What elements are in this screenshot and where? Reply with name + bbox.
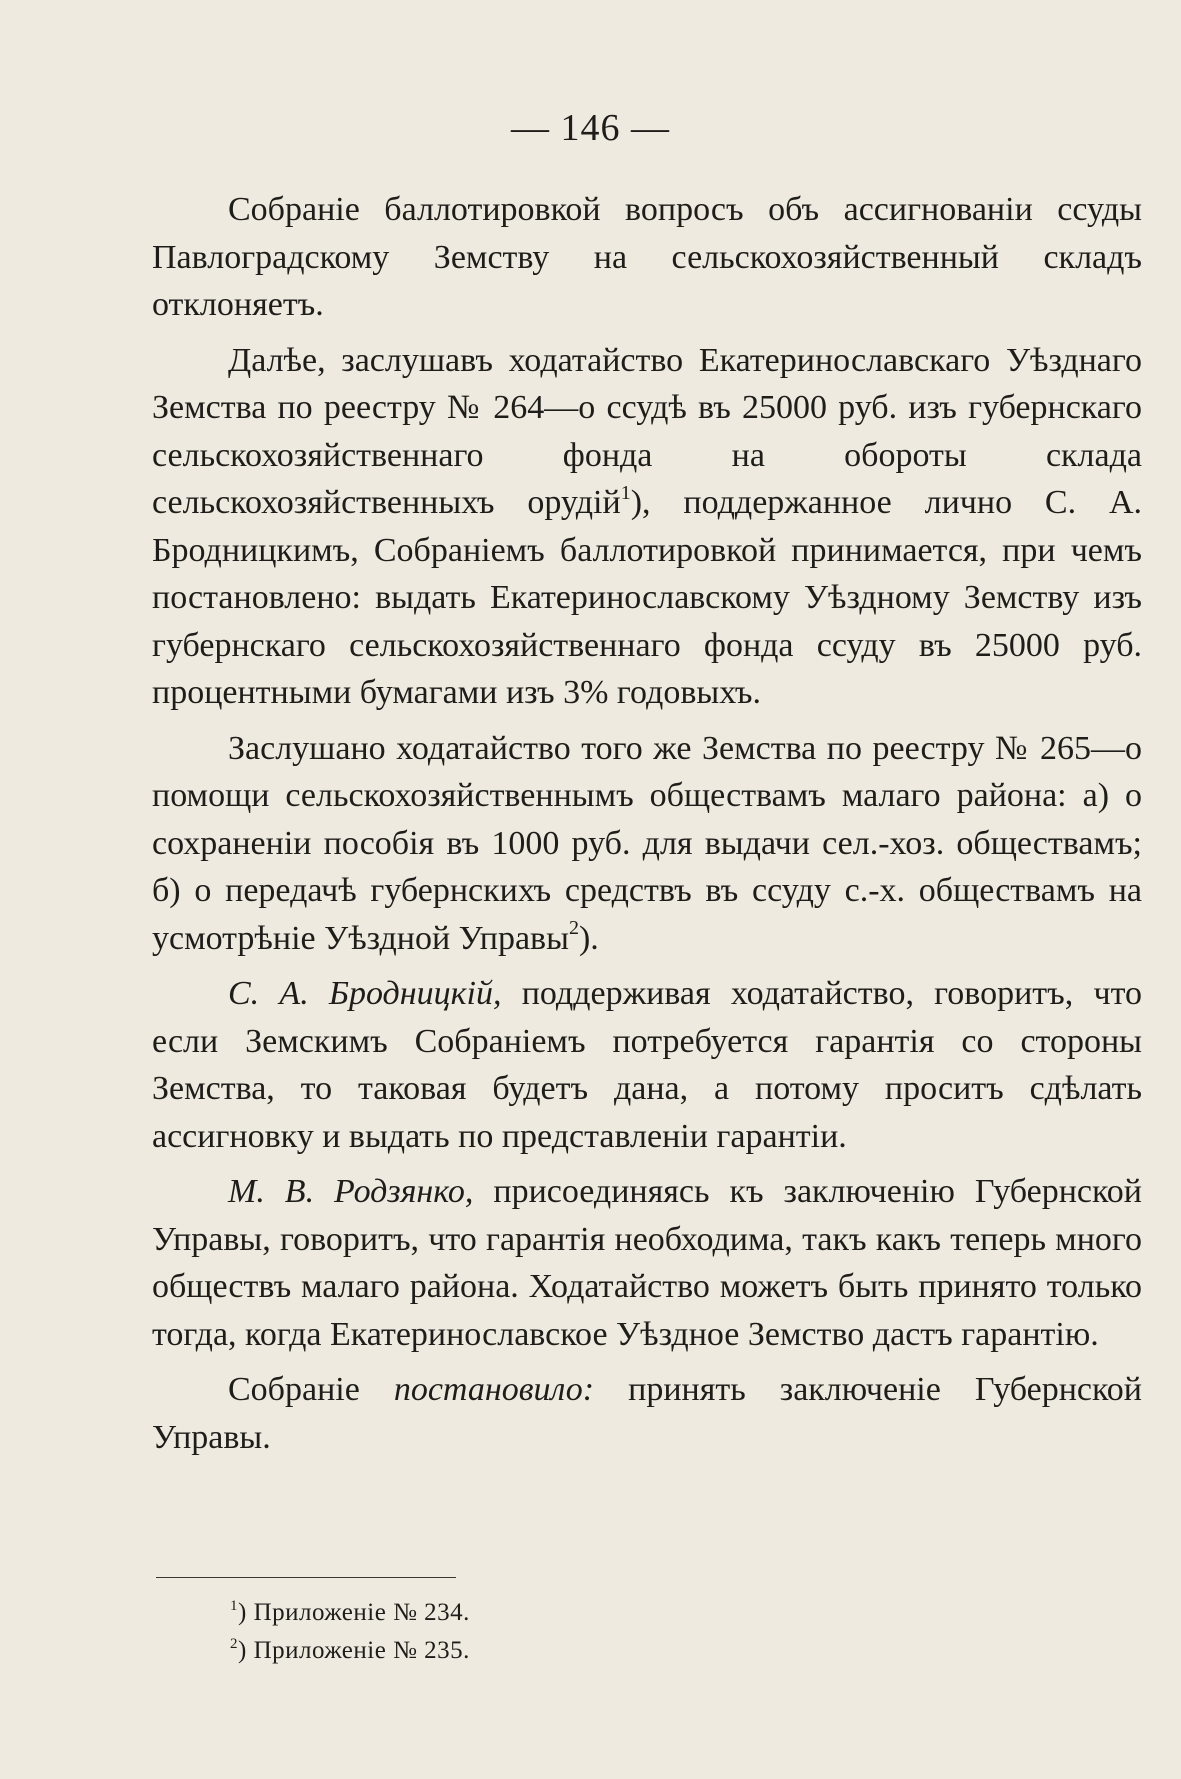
- resolution-word: постановило:: [393, 1371, 595, 1408]
- paragraph-4: [152, 970, 1142, 1160]
- paragraph-1-text: Собраніе баллотировкой вопросъ объ ассигнованіи ссуды Павлоградскому Земству на сельскохозяйственный складъ отклоняетъ.: [152, 191, 1142, 323]
- paragraph-2-text-a: Далѣе, заслушавъ ходатайство Екатеринославскаго Уѣзднаго Земства по реестру № 264—о ссудѣ въ 25000 руб. изъ губернскаго сельскохозяйственнаго фонда на обороты склада сельскохозяйственныхъ орудій: [152, 341, 1142, 521]
- paragraph-3-text-b: ).: [578, 919, 599, 957]
- paragraph-6: [152, 1366, 1142, 1461]
- footnote-1: [230, 1594, 470, 1632]
- footnotes: [230, 1594, 470, 1670]
- body-text: [152, 186, 1142, 1469]
- footnote-2: [230, 1632, 470, 1670]
- paragraph-6-text-a: Собраніе: [228, 1371, 394, 1408]
- paragraph-3: [152, 725, 1142, 963]
- footnote-2-text: ) Приложеніе № 235.: [238, 1637, 470, 1664]
- paragraph-5: [152, 1168, 1142, 1358]
- footnote-1-mark: 1: [230, 1597, 238, 1614]
- page-number: — 146 —: [511, 107, 670, 149]
- footnote-ref-2: 2: [568, 917, 579, 940]
- paragraph-4-text: поддерживая ходатайство, говоритъ, что если Земскимъ Собраніемъ потребуется гарантія со стороны Земства, то таковая будетъ дана, а потому проситъ сдѣлать ассигновку и выдать по представленіи гарантіи.: [152, 975, 1142, 1155]
- footnote-2-mark: 2: [230, 1635, 238, 1652]
- speaker-name-rodzyanko: М. В. Родзянко,: [228, 1173, 474, 1210]
- paragraph-2: [152, 337, 1142, 717]
- paragraph-3-text-a: Заслушано ходатайство того же Земства по реестру № 265—о помощи сельскохозяйственнымъ обществамъ малаго района: а) о сохраненіи пособія въ 1000 руб. для выдачи сел.-хоз. обществамъ; б) о передачѣ губернскихъ средствъ въ ссуду с.-х. обществамъ на усмотрѣніе Уѣздной Управы: [152, 729, 1142, 957]
- paragraph-5-text: присоединяясь къ заключенію Губернской Управы, говоритъ, что гарантія необходима, такъ какъ теперь много обществъ малаго района. Ходатайство можетъ быть принято только тогда, когда Екатеринославское Уѣздное Земство дастъ гарантію.: [152, 1173, 1142, 1353]
- paragraph-2-text-b: ), поддержанное лично С. А. Бродницкимъ, Собраніемъ баллотировкой принимается, при чемъ постановлено: выдать Екатеринославскому Уѣздному Земству изъ губернскаго сельскохозяйственнаго фонда ссуду въ 25000 руб. процентными бумагами изъ 3% годовыхъ.: [152, 484, 1142, 711]
- paragraph-1: [152, 186, 1142, 329]
- speaker-name-brodnitsky: С. А. Бродницкій,: [228, 975, 502, 1012]
- footnote-ref-1: 1: [620, 481, 631, 504]
- footnote-divider: [156, 1577, 456, 1578]
- paragraph-6-text-b: принять заключеніе Губернской Управы.: [152, 1371, 1142, 1456]
- footnote-1-text: ) Приложеніе № 234.: [238, 1599, 470, 1626]
